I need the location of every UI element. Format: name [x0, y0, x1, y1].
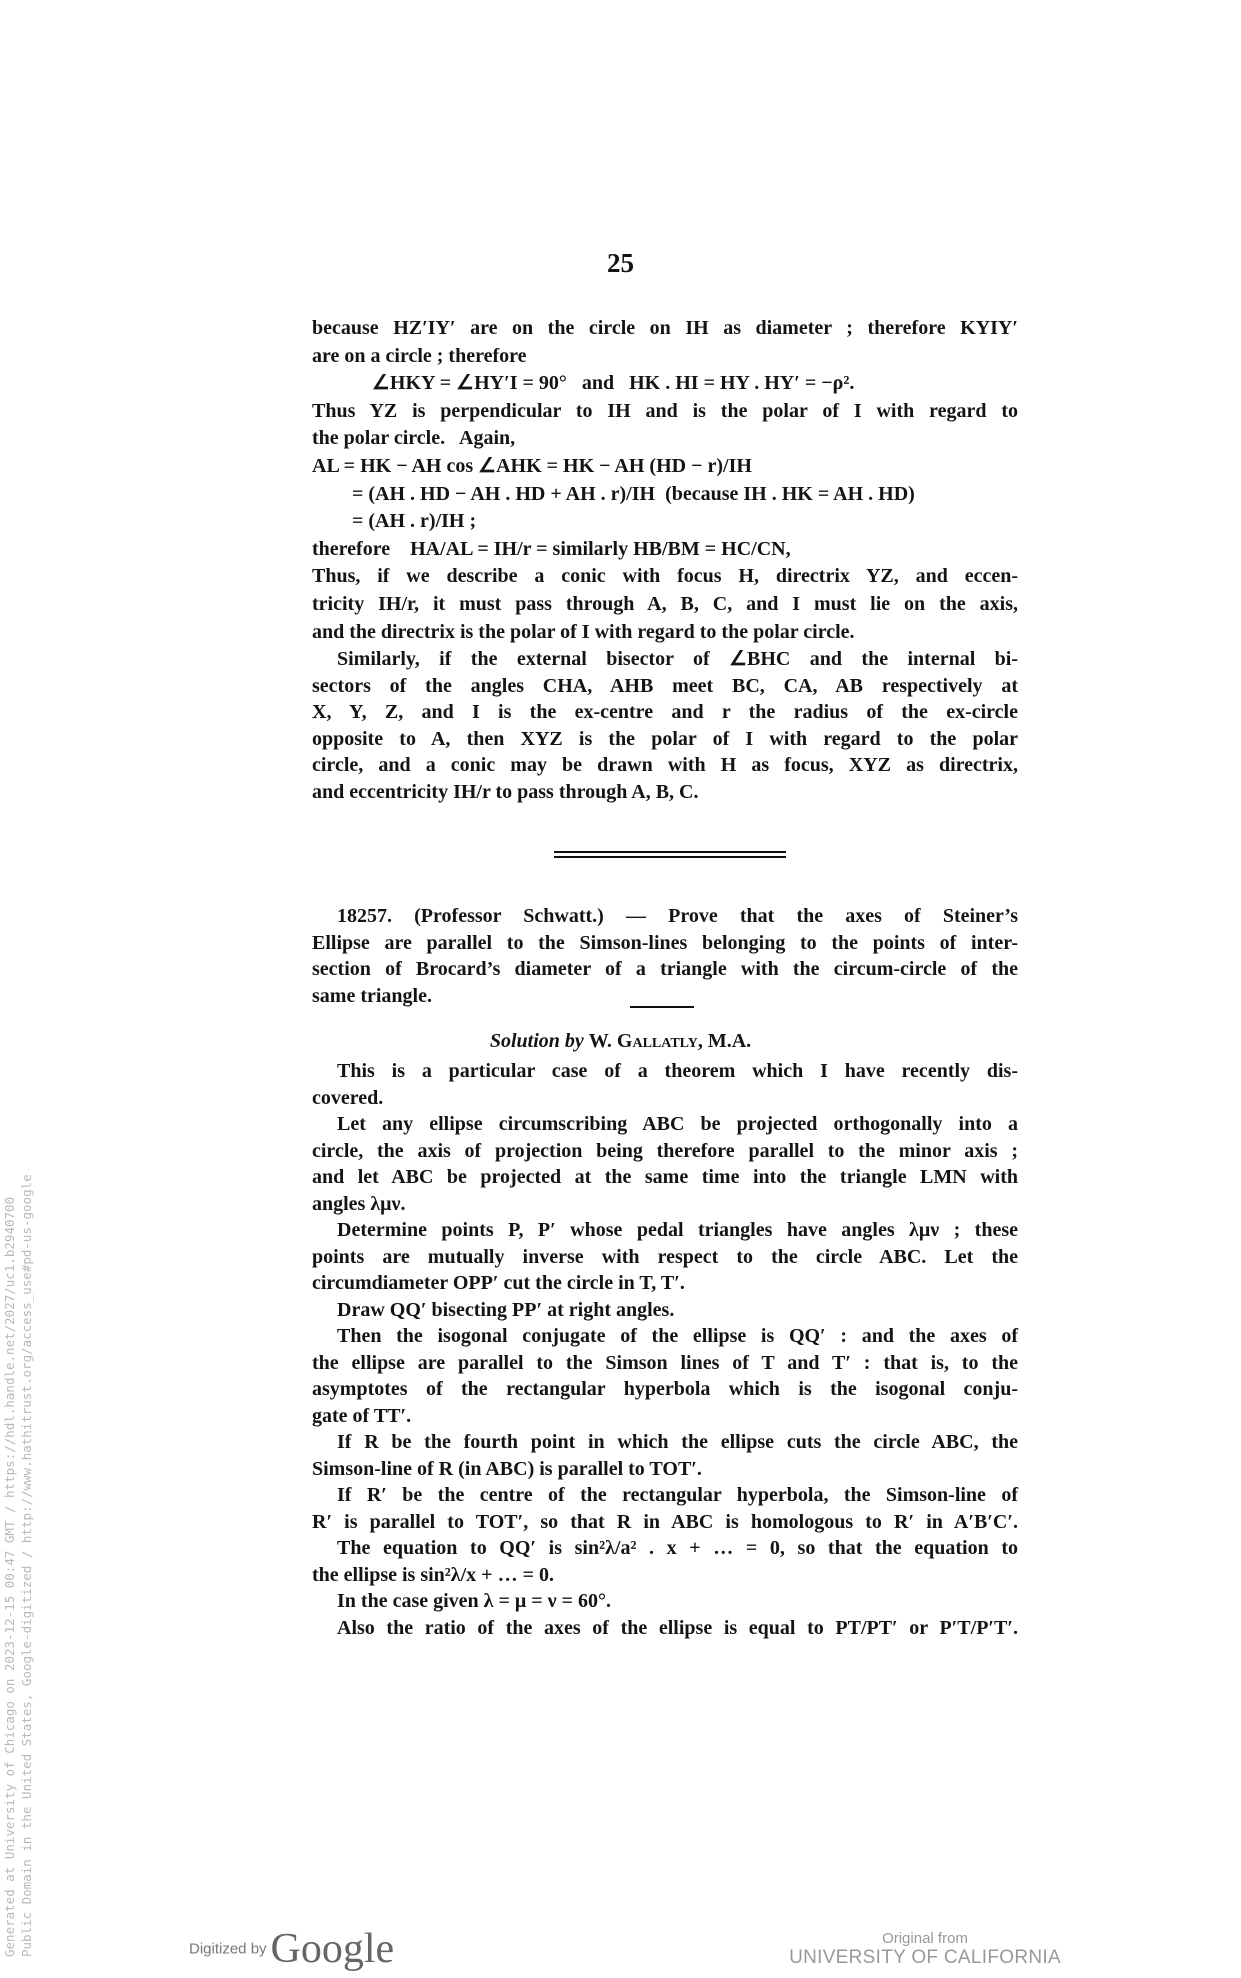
text-line: because HZ′IY′ are on the circle on IH as diameter ; therefore KYIY′ [312, 317, 1018, 339]
text-line: Thus YZ is perpendicular to IH and is the polar of I with regard to [312, 399, 1018, 422]
solution-author: W. Gallatly, [588, 1030, 703, 1052]
text-line: Thus, if we describe a conic with focus H, directrix YZ, and eccen- [312, 565, 1018, 588]
text-line: circle, the axis of projection being therefore parallel to the minor axis ; [312, 1139, 1018, 1162]
text-line: same triangle. [312, 984, 432, 1007]
text-line: Let any ellipse circumscribing ABC be projected orthogonally into a [337, 1113, 1018, 1135]
text-line: points are mutually inverse with respect to the circle ABC. Let the [312, 1245, 1018, 1268]
text-line: This is a particular case of a theorem which I have recently dis- [337, 1060, 1018, 1082]
text-line: the ellipse is sin²λ/x + … = 0. [312, 1563, 554, 1586]
text-line: In the case given λ = μ = ν = 60°. [337, 1590, 611, 1612]
text-line: angles λμν. [312, 1192, 406, 1215]
text-line: AL = HK − AH cos ∠AHK = HK − AH (HD − r)/IH [312, 455, 752, 477]
watermark-line-2: Public Domain in the United States, Google-digitized / http://www.hathitrust.org/access_use#pd-us-google [19, 1174, 34, 1957]
text-line: ∠HKY = ∠HY′I = 90° and HK . HI = HY . HY′ = −ρ². [372, 372, 855, 395]
text-line: the ellipse are parallel to the Simson lines of T and T′ : that is, to the [312, 1351, 1018, 1374]
hathitrust-watermark [1, 977, 35, 1957]
text-line: the polar circle. Again, [312, 427, 516, 450]
original-source [760, 1930, 1090, 1969]
short-rule [630, 1006, 694, 1008]
text-line: circle, and a conic may be drawn with H as focus, XYZ as directrix, [312, 754, 1018, 776]
text-line: and let ABC be projected at the same time into the triangle LMN with [312, 1166, 1018, 1188]
solution-prefix: Solution by [489, 1030, 584, 1052]
text-line: therefore HA/AL = IH/r = similarly HB/BM = HC/CN, [312, 537, 791, 560]
text-line: 18257. (Professor Schwatt.) — Prove that the axes of Steiner’s [337, 905, 1018, 927]
text-line: tricity IH/r, it must pass through A, B, C, and I must lie on the axis, [312, 593, 1018, 615]
text-line: Simson-line of R (in ABC) is parallel to TOT′. [312, 1457, 702, 1480]
text-line: The equation to QQ′ is sin²λ/a² . x + … = 0, so that the equation to [337, 1537, 1018, 1559]
google-digitized-logo [189, 1925, 394, 1973]
google-logo: Google [270, 1926, 395, 1972]
original-from-label: Original from [882, 1930, 968, 1947]
text-line: gate of TT′. [312, 1404, 412, 1427]
text-line: = (AH . r)/IH ; [352, 510, 477, 533]
text-line: opposite to A, then XYZ is the polar of I with regard to the polar [312, 727, 1018, 750]
text-line: Ellipse are parallel to the Simson-lines belonging to the points of inter- [312, 931, 1018, 954]
text-line: Also the ratio of the axes of the ellipse is equal to PT/PT′ or P′T/P′T′. [337, 1616, 1018, 1639]
text-line: = (AH . HD − AH . HD + AH . r)/IH (because IH . HK = AH . HD) [352, 482, 915, 505]
text-line: sectors of the angles CHA, AHB meet BC, CA, AB respectively at [312, 674, 1018, 697]
text-line: covered. [312, 1086, 384, 1109]
double-rule-top [554, 851, 786, 853]
page-number: 25 [607, 248, 634, 278]
solution-degree: M.A. [707, 1030, 752, 1052]
text-line: section of Brocard’s diameter of a triangle with the circum-circle of the [312, 958, 1018, 980]
text-line: If R′ be the centre of the rectangular hyperbola, the Simson-line of [337, 1484, 1018, 1506]
text-line: and the directrix is the polar of I with regard to the polar circle. [312, 620, 855, 643]
text-line: asymptotes of the rectangular hyperbola which is the isogonal conju- [312, 1378, 1018, 1400]
text-line: R′ is parallel to TOT′, so that R in ABC is homologous to R′ in A′B′C′. [312, 1510, 1018, 1533]
text-line: Determine points P, P′ whose pedal triangles have angles λμν ; these [337, 1219, 1018, 1241]
digitized-by-label: Digitized by [189, 1940, 267, 1958]
text-line: Then the isogonal conjugate of the ellipse is QQ′ : and the axes of [337, 1325, 1018, 1347]
institution-name: UNIVERSITY OF CALIFORNIA [789, 1947, 1061, 1968]
text-line: are on a circle ; therefore [312, 344, 527, 367]
text-line: If R be the fourth point in which the ellipse cuts the circle ABC, the [337, 1431, 1018, 1453]
text-line: X, Y, Z, and I is the ex-centre and r the radius of the ex-circle [312, 701, 1018, 723]
watermark-line-1: Generated at University of Chicago on 2023-12-15 00:47 GMT / https://hdl.handle.net/2027/uc1.b2940700 [2, 1196, 17, 1957]
text-line: circumdiameter OPP′ cut the circle in T, T′. [312, 1272, 685, 1294]
double-rule-bottom [554, 856, 786, 858]
text-line: Draw QQ′ bisecting PP′ at right angles. [337, 1298, 675, 1321]
solution-heading [0, 1030, 1241, 1053]
text-line: Similarly, if the external bisector of ∠BHC and the internal bi- [337, 648, 1018, 670]
text-line: and eccentricity IH/r to pass through A, B, C. [312, 780, 699, 803]
